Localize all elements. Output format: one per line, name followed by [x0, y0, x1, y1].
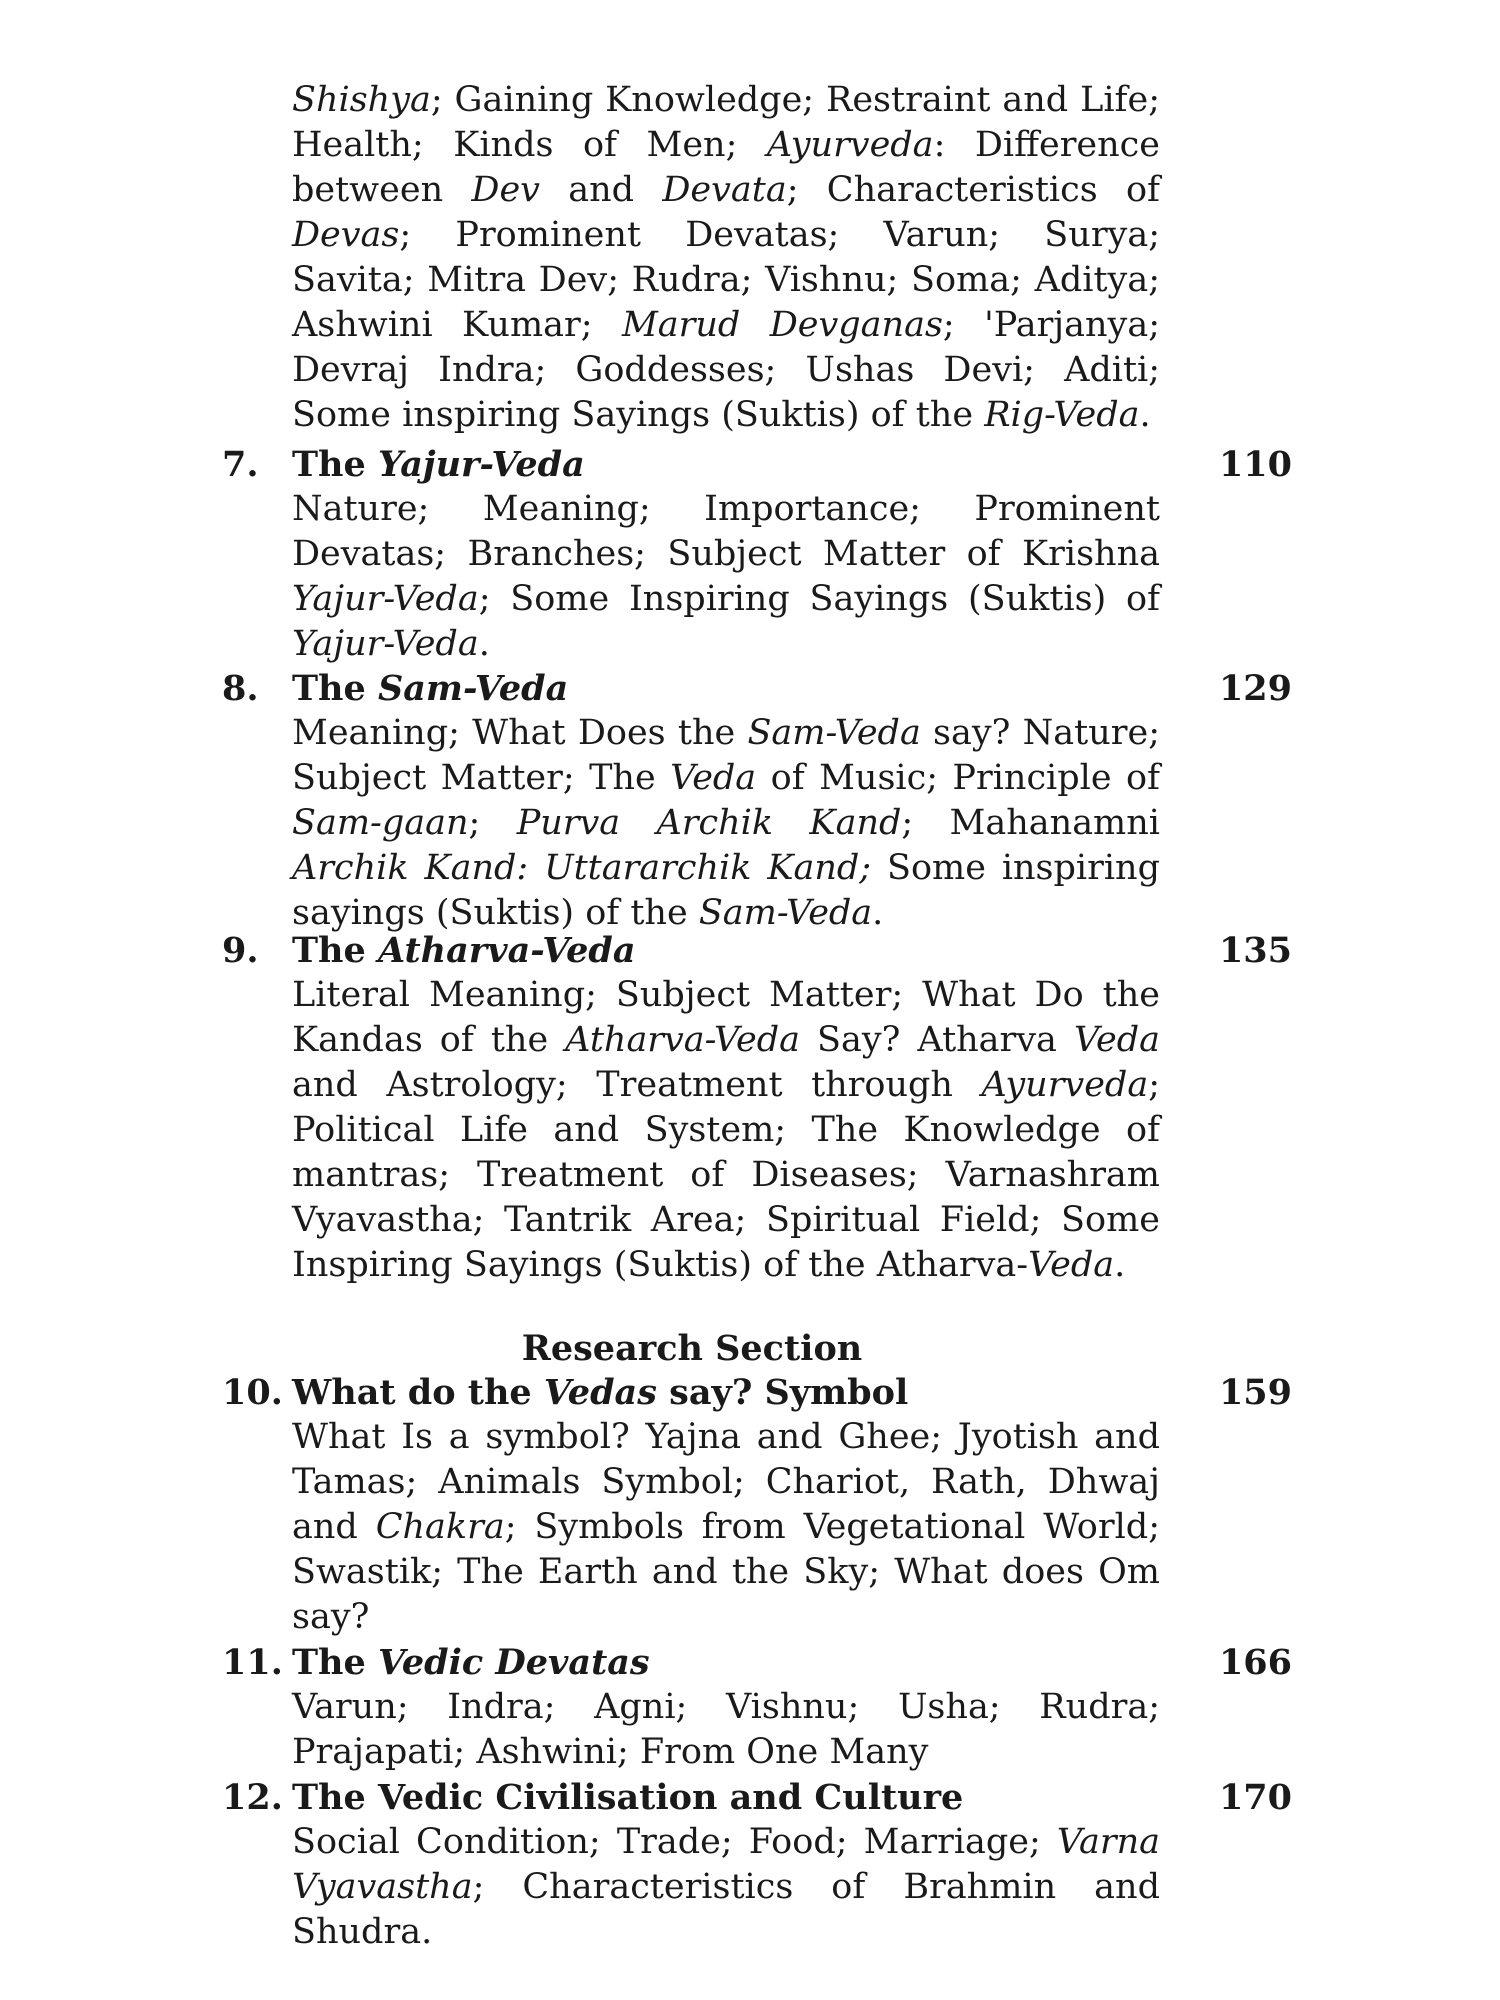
entry-12-heading[interactable] [222, 1775, 1292, 1820]
italic-text-run: Vedic Devatas [377, 1642, 650, 1683]
text-run: ; [468, 803, 517, 843]
text-run: What Is a symbol? Yajna and Ghee; Jyotish and Tamas; Animals Symbol; Chariot, Rath, Dhwaj and [292, 1417, 1160, 1547]
text-run: Meaning; What Does the [292, 713, 748, 753]
entry-9-title [292, 928, 636, 973]
text-run: and [539, 170, 663, 210]
entry-9-description [292, 973, 1160, 1288]
italic-text-run: Atharva-Veda [377, 930, 636, 971]
entry-9-heading[interactable] [222, 928, 1292, 973]
entry-11-number: 11. [222, 1642, 283, 1683]
text-run: The Vedic Civilisation and Culture [292, 1777, 964, 1818]
text-run: ; Gaining Knowledge; Restraint and Life; Health; Kinds of Men; [292, 80, 1160, 165]
entry-6-description-continued [292, 78, 1160, 438]
entry-11-page-number: 166 [1218, 1642, 1292, 1683]
entry-8-number: 8. [222, 668, 259, 709]
text-run: ; Mahanamni [901, 803, 1160, 843]
italic-text-run: Veda [670, 758, 757, 798]
text-run: . [872, 893, 884, 933]
entry-11-heading[interactable] [222, 1640, 1292, 1685]
text-run: ; Characteristics of Brahmin and Shudra. [292, 1867, 1160, 1952]
text-run: . [1139, 395, 1151, 435]
italic-text-run: Yajur-Veda [292, 624, 479, 664]
entry-12-page-number: 170 [1218, 1777, 1292, 1818]
text-run: . [1114, 1245, 1126, 1285]
text-run: Some inspiring sayings (Suktis) of the [292, 848, 1160, 933]
text-run: : Difference between [292, 125, 1160, 210]
text-run: Say? Atharva [800, 1020, 1074, 1060]
text-run: and Astrology; Treatment through [292, 1065, 982, 1105]
entry-12-title [292, 1775, 963, 1820]
entry-10-number: 10. [222, 1372, 283, 1413]
text-run: Social Condition; Trade; Food; Marriage; [292, 1822, 1057, 1862]
text-run: The [292, 1642, 378, 1683]
italic-text-run: Archik Kand: Uttararchik Kand; [292, 848, 872, 888]
entry-10-description [292, 1415, 1160, 1640]
entry-7-title [292, 442, 585, 487]
italic-text-run: Ayurveda [766, 125, 934, 165]
entry-8-heading[interactable] [222, 666, 1292, 711]
text-run: ; Prominent Devatas; Varun; Surya; Savita; Mitra Dev; Rudra; Vishnu; Soma; Aditya; Ashwini Kumar; [292, 215, 1160, 345]
text-run: The [292, 930, 378, 971]
italic-text-run: Sam-Veda [747, 713, 921, 753]
entry-8-title [292, 666, 568, 711]
entry-9-page-number: 135 [1218, 930, 1292, 971]
text-run: say? Nature; Subject Matter; The [292, 713, 1161, 798]
italic-text-run: Dev [471, 170, 540, 210]
entry-11-title [292, 1640, 650, 1685]
text-run: Nature; Meaning; Importance; Prominent Devatas; Branches; Subject Matter of Krishna [292, 489, 1160, 574]
entry-7-heading[interactable] [222, 442, 1292, 487]
entry-7-number: 7. [222, 444, 259, 485]
italic-text-run: Rig-Veda [984, 395, 1140, 435]
italic-text-run: Chakra [375, 1507, 505, 1547]
text-run: ; Symbols from Vegetational World; Swastik; The Earth and the Sky; What does Om say? [292, 1507, 1160, 1637]
italic-text-run: Yajur-Veda [377, 444, 585, 485]
entry-10-heading[interactable] [222, 1370, 1292, 1415]
italic-text-run: Atharva-Veda [565, 1020, 801, 1060]
text-run: The [292, 444, 378, 485]
entry-12-number: 12. [222, 1777, 283, 1818]
italic-text-run: Ayurveda [981, 1065, 1149, 1105]
text-run: ; 'Parjanya; Devraj Indra; Goddesses; Ushas Devi; Aditi; Some inspiring Sayings (Suktis) of the [292, 305, 1160, 435]
italic-text-run: Shishya [292, 80, 431, 120]
entry-8-description [292, 711, 1160, 936]
entry-7-description [292, 487, 1160, 667]
text-run: ; Political Life and System; The Knowledge of mantras; Treatment of Diseases; Varnashram Vyavastha; Tantrik Area; Spiritual Field; Some Inspiring Sayings (Suktis) of the Atharva- [292, 1065, 1160, 1285]
italic-text-run: Yajur-Veda [292, 579, 479, 619]
entry-12-description [292, 1820, 1160, 1955]
italic-text-run: Sam-gaan [292, 803, 469, 843]
italic-text-run: Devas [292, 215, 400, 255]
italic-text-run: Devata [662, 170, 787, 210]
entry-10-page-number: 159 [1218, 1372, 1292, 1413]
italic-text-run: Vedas [543, 1372, 657, 1413]
entry-9-number: 9. [222, 930, 259, 971]
italic-text-run: Purva Archik Kand [516, 803, 902, 843]
italic-text-run: Varna Vyavastha [292, 1822, 1160, 1907]
italic-text-run: Veda [1028, 1245, 1115, 1285]
text-run: Varun; Indra; Agni; Vishnu; Usha; Rudra; Prajapati; Ashwini; From One Many [292, 1687, 1160, 1772]
italic-text-run: Marud Devganas [621, 305, 943, 345]
text-run: What do the [292, 1372, 544, 1413]
entry-11-description [292, 1685, 1160, 1775]
text-run: The [292, 668, 378, 709]
text-run: ; Some Inspiring Sayings (Suktis) of [478, 579, 1160, 619]
italic-text-run: Sam-Veda [377, 668, 569, 709]
research-section-heading: Research Section [521, 1328, 863, 1369]
italic-text-run: Sam-Veda [698, 893, 873, 933]
entry-10-title [292, 1370, 908, 1415]
text-run: of Music; Principle of [756, 758, 1161, 798]
italic-text-run: Veda [1073, 1020, 1160, 1060]
text-run: ; Characteristics of [786, 170, 1160, 210]
text-run: Literal Meaning; Subject Matter; What Do the Kandas of the [292, 975, 1160, 1060]
entry-8-page-number: 129 [1218, 668, 1292, 709]
text-run: say? Symbol [656, 1372, 909, 1413]
entry-7-page-number: 110 [1218, 444, 1292, 485]
text-run: . [478, 624, 490, 664]
